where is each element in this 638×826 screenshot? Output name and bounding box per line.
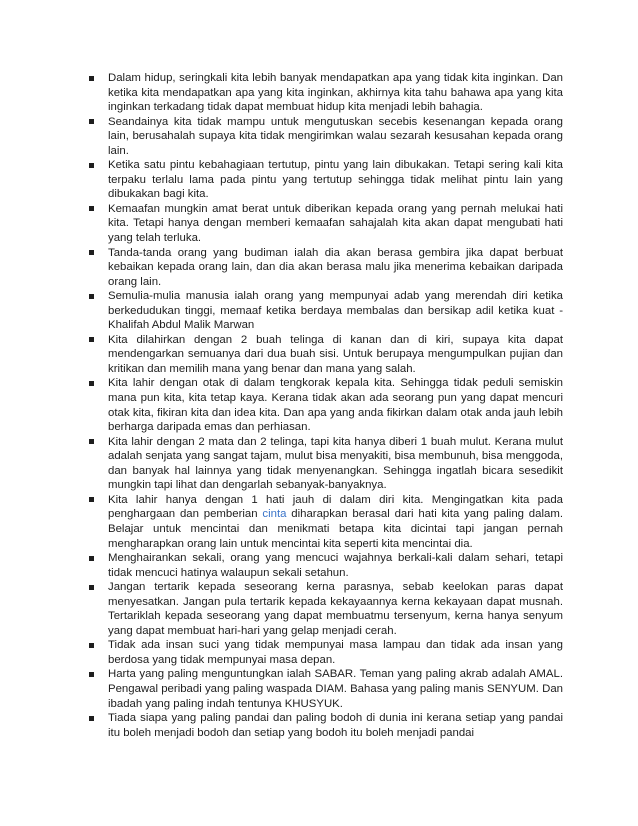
list-item [89,551,563,580]
list-item [89,711,563,740]
list-item-text: Kita dilahirkan dengan 2 buah telinga di kanan dan di kiri, supaya kita dapat mendengarkan semuanya dari dua buah sisi. Untuk berupaya mengumpulkan pujian dan kritikan dan memilih mana yang benar dan mana yang salah. [108,333,563,375]
list-item [89,376,563,434]
square-bullet-icon [89,497,94,502]
list-item-text: Menghairankan sekali, orang yang mencuci wajahnya berkali-kali dalam sehari, tetapi tidak mencuci hatinya walaupun sekali setahun. [108,552,563,579]
list-item-text: Jangan tertarik kepada seseorang kerna parasnya, sebab keelokan paras dapat menyesatkan. Jangan pula tertarik kepada kekayaannya kerna kekayaan dapat musnah. Tertariklah kepada seseorang yang dapat membuatmu tersenyum, kerna hanya senyum yang dapat membuat hari-hari yang gelap menjadi cerah. [108,581,563,637]
list-item [89,202,563,246]
list-item [89,289,563,333]
square-bullet-icon [89,439,94,444]
square-bullet-icon [89,250,94,255]
square-bullet-icon [89,76,94,81]
list-item [89,333,563,377]
list-item-text: Tanda-tanda orang yang budiman ialah dia akan berasa gembira jika dapat berbuat kebaikan kepada orang lain, dan dia akan berasa malu jika menerima kebaikan daripada orang lain. [108,246,563,288]
list-item-text-before-link: Kita lahir hanya dengan 1 hati jauh di dalam diri kita. Mengingatkan kita pada penghargaan dan pemberian [108,493,563,521]
square-bullet-icon [89,119,94,124]
square-bullet-icon [89,381,94,386]
list-item-text-after-link: diharapkan berasal dari hati kita yang paling dalam. Belajar untuk mencintai dan menikmati betapa kita dicintai tapi jangan pernah mengharapkan orang lain untuk mencintai kita seperti kita mencintai dia. [108,508,563,550]
list-item-text: Ketika satu pintu kebahagiaan tertutup, pintu yang lain dibukakan. Tetapi sering kali kita terpaku terlalu lama pada pintu yang tertutup sehingga tidak melihat pintu lain yang dibukakan bagi kita. [108,159,563,201]
square-bullet-icon [89,206,94,211]
list-item [89,435,563,493]
square-bullet-icon [89,716,94,721]
list-item [89,638,563,667]
square-bullet-icon [89,556,94,561]
square-bullet-icon [89,643,94,648]
cinta-link[interactable]: cinta [262,508,287,521]
list-item-text: Seandainya kita tidak mampu untuk mengutuskan secebis kesenangan kepada orang lain, berusahalah supaya kita tidak mengirimkan walau sezarah kesusahan kepada orang lain. [108,115,563,157]
list-item-text: Tidak ada insan suci yang tidak mempunyai masa lampau dan tidak ada insan yang berdosa yang tidak mempunyai masa depan. [108,639,563,666]
list-item [89,580,563,638]
list-item-text: Kemaafan mungkin amat berat untuk diberikan kepada orang yang pernah melukai hati kita. Tetapi hanya dengan memberi kemaafan sahajalah kita akan dapat mengubati hati yang telah terluka. [108,202,563,245]
square-bullet-icon [89,294,94,299]
quote-list [89,71,563,740]
list-item-text: Dalam hidup, seringkali kita lebih banyak mendapatkan apa yang tidak kita inginkan. Dan ketika kita mendapatkan apa yang kita inginkan, akhirnya kita tahu bahawa apa yang kita inginkan terkadang tidak dapat membuat hidup kita menjadi lebih bahagia. [108,72,563,114]
list-item-text: Tiada siapa yang paling pandai dan paling bodoh di dunia ini kerana setiap yang pandai itu boleh menjadi bodoh dan setiap yang bodoh itu boleh menjadi pandai [108,712,563,739]
square-bullet-icon [89,337,94,342]
list-item-text: Kita lahir dengan 2 mata dan 2 telinga, tapi kita hanya diberi 1 buah mulut. Kerana mulut adalah senjata yang sangat tajam, mulut bisa menyakiti, bisa membunuh, bisa menggoda, dan banyak hal lainnya yang tidak menyenangkan. Sehingga ingatlah bicara sesedikit mungkin tapi lihat dan dengarlah sebanyak-banyaknya. [108,435,563,492]
list-item-text: Harta yang paling menguntungkan ialah SABAR. Teman yang paling akrab adalah AMAL. Pengawal peribadi yang paling waspada DIAM. Bahasa yang paling manis SENYUM. Dan ibadah yang paling indah tentunya KHUSYUK. [108,668,563,710]
list-item [89,115,563,159]
list-item [89,158,563,202]
list-item [89,493,563,551]
list-item [89,667,563,711]
square-bullet-icon [89,163,94,168]
list-item-text: Kita lahir dengan otak di dalam tengkorak kepala kita. Sehingga tidak peduli semiskin mana pun kita, kita tetap kaya. Kerana tidak akan ada seorang pun yang dapat mencuri otak kita, fikiran kita dan idea kita. Dan apa yang anda fikirkan dalam otak anda jauh lebih berharga daripada emas dan perhiasan. [108,377,563,434]
list-item [89,246,563,290]
list-item-text: Semulia-mulia manusia ialah orang yang mempunyai adab yang merendah diri ketika berkedudukan tinggi, memaaf ketika berdaya membalas dan bersikap adil ketika kuat -Khalifah Abdul Malik Marwan [108,290,563,332]
list-item [89,71,563,115]
square-bullet-icon [89,672,94,677]
square-bullet-icon [89,585,94,590]
